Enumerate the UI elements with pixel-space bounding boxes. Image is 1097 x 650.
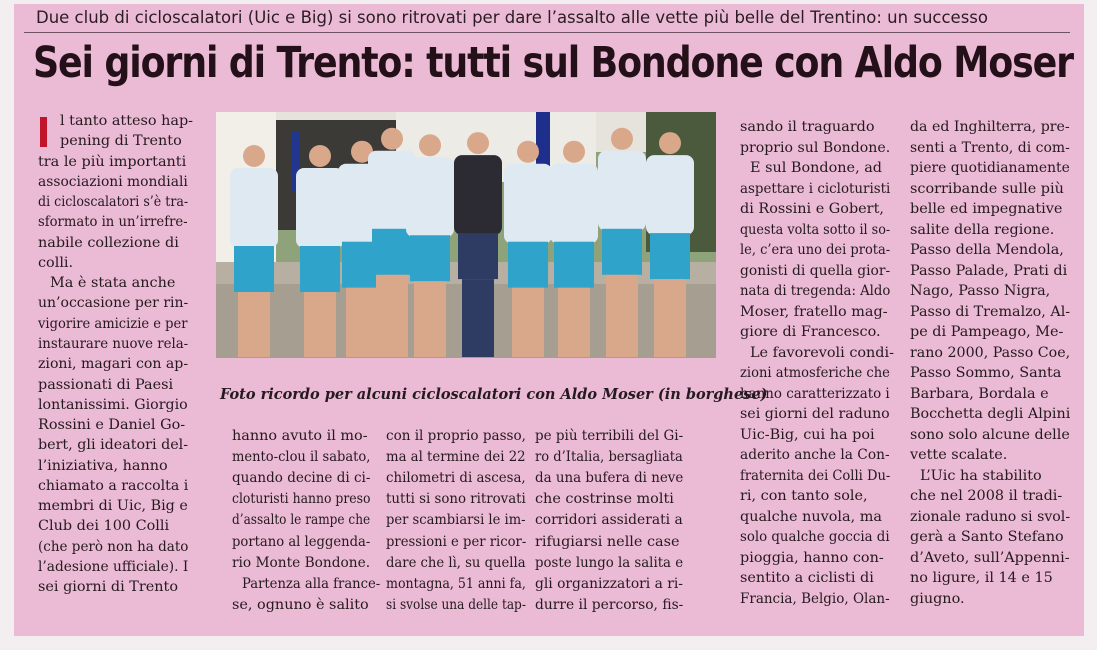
column-2-line: quando decine di ci- [232, 470, 371, 486]
column-4-line: corridori assiderati a [535, 512, 683, 528]
column-2-line: d’assalto le rampe che [232, 512, 371, 528]
column-1-line: bert, gli ideatori del- [38, 437, 189, 453]
column-1-line: nabile collezione di [38, 235, 179, 251]
column-4-line: pe più terribili del Gi- [535, 428, 684, 444]
article-headline: Sei giorni di Trento: tutti sul Bondone con Aldo Moser [33, 38, 1073, 88]
column-1-line: di cicloscalatori s’è tra- [38, 194, 189, 210]
column-5-line: gonisti di quella gior- [740, 263, 891, 279]
column-1-line: l tanto atteso hap- [60, 113, 194, 129]
column-3-line: ma al termine dei 22 [386, 449, 526, 465]
column-1-line: vigorire amicizie e per [38, 316, 188, 332]
column-3-line: montagna, 51 anni fa, [386, 576, 526, 592]
column-6-line: Nago, Passo Nigra, [910, 283, 1051, 299]
column-3-line: con il proprio passo, [386, 428, 526, 444]
column-6-line: belle ed impegnative [910, 201, 1063, 217]
column-2-line: mento-clou il sabato, [232, 449, 371, 465]
column-1-line: lontanissimi. Giorgio [38, 397, 188, 413]
column-1-line: zioni, magari con ap- [38, 356, 189, 372]
column-6-line: d’Aveto, sull’Appenni- [910, 550, 1070, 566]
column-3-line: per scambiarsi le im- [386, 512, 526, 528]
column-4-line: che costrinse molti [535, 491, 674, 507]
column-1-line: pening di Trento [60, 133, 182, 149]
column-3-line: tutti si sono ritrovati [386, 491, 526, 507]
column-6-line: salite della regione. [910, 222, 1055, 238]
column-5-line: nata di tregenda: Aldo [740, 283, 891, 299]
dropcap-marker [40, 117, 47, 147]
column-1-line: tra le più importanti [38, 154, 187, 170]
column-3-line: si svolse una delle tap- [386, 597, 526, 613]
column-5-line: E sul Bondone, ad [750, 160, 883, 176]
column-1-line: passionati di Paesi [38, 377, 174, 393]
column-6-line: giugno. [910, 591, 965, 607]
column-6-line: gerà a Santo Stefano [910, 529, 1064, 545]
column-5-line: hanno caratterizzato i [740, 386, 890, 402]
column-3-line: chilometri di ascesa, [386, 470, 526, 486]
column-5-line: ri, con tanto sole, [740, 488, 868, 504]
column-5-line: Le favorevoli condi- [750, 345, 894, 361]
column-1-line: sei giorni di Trento [38, 579, 178, 595]
column-5-line: zioni atmosferiche che [740, 365, 890, 381]
photo-caption: Foto ricordo per alcuni cicloscalatori con Aldo Moser (in borghese) [220, 386, 768, 403]
column-5-line: Uic-Big, cui ha poi [740, 427, 875, 443]
column-6-line: che nel 2008 il tradi- [910, 488, 1063, 504]
column-4-line: ro d’Italia, bersagliata [535, 449, 683, 465]
column-6-line: rano 2000, Passo Coe, [910, 345, 1071, 361]
column-1-line: un’occasione per rin- [38, 295, 189, 311]
column-5-line: sei giorni del raduno [740, 406, 890, 422]
column-6-line: sono solo alcune delle [910, 427, 1070, 443]
column-5-line: pioggia, hanno con- [740, 550, 884, 566]
group-photo [216, 112, 716, 358]
column-5-line: sentito a ciclisti di [740, 570, 874, 586]
column-5-line: Moser, fratello mag- [740, 304, 888, 320]
kicker-divider [24, 32, 1070, 33]
column-4-line: da una bufera di neve [535, 470, 684, 486]
column-1-line: l’adesione ufficiale). I [38, 559, 189, 575]
column-1-line: chiamato a raccolta i [38, 478, 189, 494]
column-6-line: pe di Pampeago, Me- [910, 324, 1064, 340]
column-2-line: hanno avuto il mo- [232, 428, 368, 444]
column-6-line: senti a Trento, di com- [910, 140, 1070, 156]
column-6-line: Bocchetta degli Alpini [910, 406, 1071, 422]
column-1-line: instaurare nuove rela- [38, 336, 189, 352]
column-1-line: colli. [38, 255, 74, 271]
column-4-line: durre il percorso, fis- [535, 597, 684, 613]
column-1-line: Rossini e Daniel Go- [38, 417, 186, 433]
column-5-line: Francia, Belgio, Olan- [740, 591, 890, 607]
column-6-line: Passo Palade, Prati di [910, 263, 1068, 279]
column-5-line: sando il traguardo [740, 119, 875, 135]
column-5-line: aspettare i cicloturisti [740, 181, 891, 197]
column-5-line: di Rossini e Gobert, [740, 201, 884, 217]
column-5-line: aderito anche la Con- [740, 447, 890, 463]
column-1-line: Ma è stata anche [50, 275, 176, 291]
column-1-line: associazioni mondiali [38, 174, 188, 190]
column-6-line: Passo di Tremalzo, Al- [910, 304, 1071, 320]
column-6-line: scorribande sulle più [910, 181, 1064, 197]
article-kicker: Due club di cicloscalatori (Uic e Big) si sono ritrovati per dare l’assalto alle vette più belle del Trentino: un successo [36, 8, 988, 27]
column-3-line: dare che lì, su quella [386, 555, 526, 571]
column-5-line: fraternita dei Colli Du- [740, 468, 891, 484]
column-2-line: portano al leggenda- [232, 534, 371, 550]
column-2-line: cloturisti hanno preso [232, 491, 371, 507]
column-5-line: qualche nuvola, ma [740, 509, 882, 525]
column-1-line: l’iniziativa, hanno [38, 458, 168, 474]
column-2-line: se, ognuno è salito [232, 597, 369, 613]
column-1-line: membri di Uic, Big e [38, 498, 188, 514]
column-5-line: giore di Francesco. [740, 324, 881, 340]
column-6-line: da ed Inghilterra, pre- [910, 119, 1070, 135]
column-6-line: Passo della Mendola, [910, 242, 1064, 258]
column-6-line: Passo Sommo, Santa [910, 365, 1062, 381]
column-2-line: Partenza alla france- [242, 576, 381, 592]
column-6-line: L’Uic ha stabilito [920, 468, 1042, 484]
column-1-line: sformato in un’irrefre- [38, 214, 188, 230]
column-1-line: (che però non ha dato [38, 539, 189, 555]
column-4-line: rifugiarsi nelle case [535, 534, 680, 550]
column-6-line: piere quotidianamente [910, 160, 1070, 176]
column-5-line: le, c’era uno dei prota- [740, 242, 891, 258]
column-2-line: rio Monte Bondone. [232, 555, 371, 571]
column-6-line: zionale raduno si svol- [910, 509, 1071, 525]
column-5-line: questa volta sotto il so- [740, 222, 891, 238]
column-6-line: vette scalate. [910, 447, 1008, 463]
column-5-line: proprio sul Bondone. [740, 140, 891, 156]
column-4-line: poste lungo la salita e [535, 555, 684, 571]
column-5-line: solo qualche goccia di [740, 529, 890, 545]
column-3-line: pressioni e per ricor- [386, 534, 527, 550]
column-4-line: gli organizzatori a ri- [535, 576, 683, 592]
column-6-line: Barbara, Bordala e [910, 386, 1049, 402]
column-1-line: Club dei 100 Colli [38, 518, 170, 534]
column-6-line: no ligure, il 14 e 15 [910, 570, 1053, 586]
